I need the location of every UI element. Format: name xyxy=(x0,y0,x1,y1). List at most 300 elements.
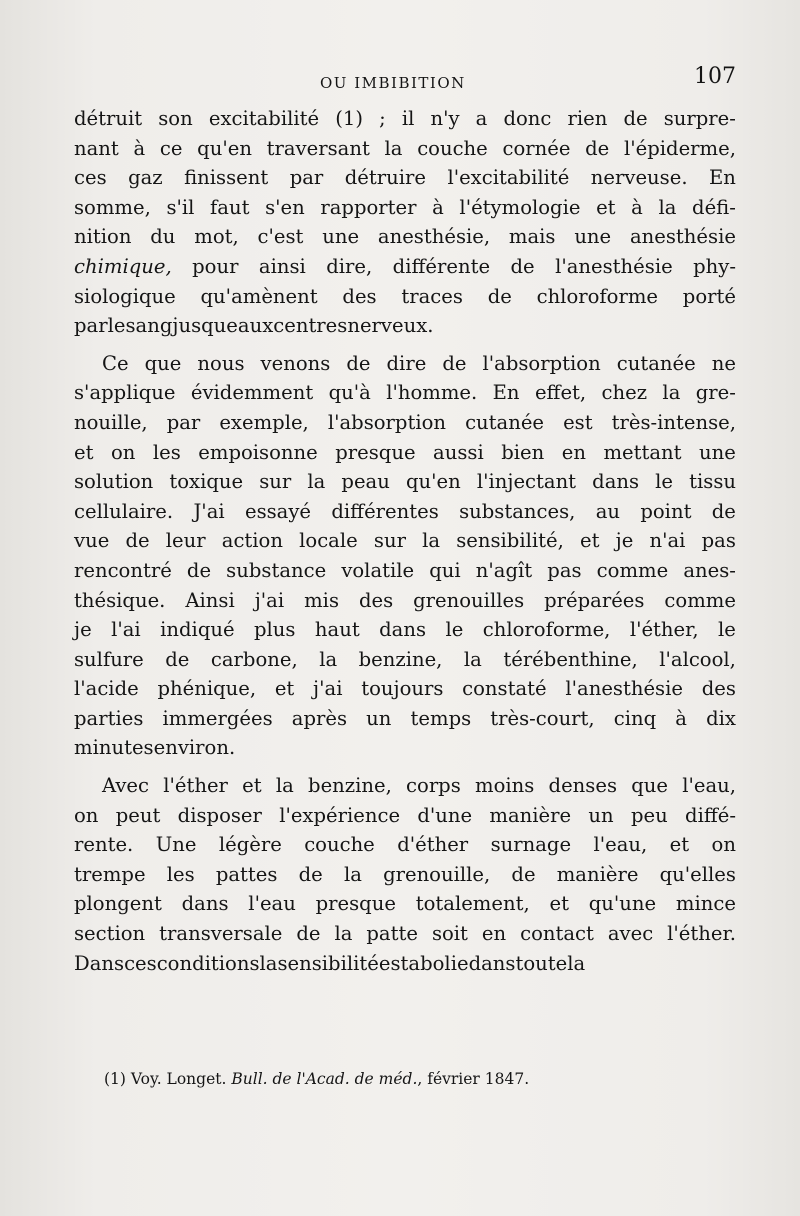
word: je xyxy=(615,529,634,553)
word: sur xyxy=(259,470,292,494)
word: ; xyxy=(379,107,386,130)
word: à xyxy=(631,195,643,219)
word: on xyxy=(74,803,99,827)
word: volatile xyxy=(341,558,415,582)
word: l'excitabilité xyxy=(447,166,570,190)
word: nerveuse. xyxy=(590,166,688,190)
word: très-intense, xyxy=(611,410,736,434)
word: de xyxy=(296,922,321,946)
word: qu'en xyxy=(197,136,252,160)
word: c'est xyxy=(257,225,304,249)
text-line xyxy=(74,615,736,645)
word: que xyxy=(144,351,182,375)
word: moins xyxy=(475,774,535,798)
word: de xyxy=(442,351,467,375)
word: sulfure xyxy=(74,647,144,671)
word: de xyxy=(186,558,212,582)
text-line xyxy=(74,497,736,527)
word: diffé- xyxy=(685,803,736,827)
word: couche xyxy=(304,833,375,857)
word: à xyxy=(675,706,687,730)
word: aux xyxy=(237,314,274,338)
word: peau xyxy=(341,470,390,494)
text-line xyxy=(74,949,736,979)
text-line xyxy=(74,733,736,763)
text-line xyxy=(74,586,736,616)
word: la xyxy=(567,951,586,975)
word: l'anesthésie xyxy=(565,677,683,701)
word: mis xyxy=(304,588,339,612)
word: l'éther xyxy=(163,774,228,798)
word: au xyxy=(595,499,621,523)
word: chez xyxy=(601,381,648,405)
word: chloroforme xyxy=(536,284,659,308)
word: chimique, xyxy=(74,254,172,278)
word: Avec xyxy=(102,774,149,798)
word: sensibilité xyxy=(277,951,379,975)
word: s'applique xyxy=(74,381,176,405)
text-line xyxy=(74,134,736,164)
word: dans xyxy=(379,618,427,642)
word: s'en xyxy=(265,195,305,219)
word: pour xyxy=(192,254,239,278)
word: la xyxy=(384,136,403,160)
word: de xyxy=(623,107,648,130)
word: action xyxy=(221,529,283,553)
word: comme xyxy=(664,588,736,612)
word: d'une xyxy=(417,803,473,827)
word: immergées xyxy=(162,706,273,730)
word: rapporter xyxy=(320,195,417,219)
word: de xyxy=(585,136,610,160)
word: gre- xyxy=(695,381,736,405)
word: manière xyxy=(556,862,639,886)
word: toute xyxy=(515,951,568,975)
word: mot, xyxy=(194,225,239,249)
word: n'y xyxy=(430,107,460,130)
word: comme xyxy=(596,558,669,582)
word: toxique xyxy=(169,470,244,494)
footnote-date: , février 1847. xyxy=(417,1070,530,1088)
word: dix xyxy=(706,706,736,730)
word: sur xyxy=(373,529,406,553)
word: benzine, xyxy=(358,647,443,671)
word: on xyxy=(711,833,736,857)
word: rente. xyxy=(74,833,134,857)
word: préparées xyxy=(544,588,645,612)
word: l'ai xyxy=(111,618,141,642)
word: abolie xyxy=(408,951,469,975)
word: et xyxy=(549,892,569,916)
word: qu'à xyxy=(328,381,371,405)
word: à xyxy=(432,195,444,219)
word: qui xyxy=(429,558,461,582)
word: phy- xyxy=(693,254,736,278)
word: légère xyxy=(218,833,282,857)
word: s'il xyxy=(166,195,195,219)
word: l'éther. xyxy=(667,922,736,946)
word: constaté xyxy=(462,677,547,701)
word: nition xyxy=(74,225,132,249)
word: peu xyxy=(630,803,668,827)
word: détruire xyxy=(344,166,426,190)
text-line xyxy=(74,674,736,704)
word: manière xyxy=(489,803,572,827)
word: disposer xyxy=(177,803,262,827)
word: gaz xyxy=(128,166,163,190)
word: soit xyxy=(431,922,468,946)
word: son xyxy=(158,107,193,130)
word: mince xyxy=(675,892,736,916)
word: Une xyxy=(155,833,197,857)
word: bien xyxy=(501,440,545,464)
paragraph-gap xyxy=(74,763,736,771)
text-line xyxy=(74,526,736,556)
word: anes- xyxy=(683,558,736,582)
word: section xyxy=(74,922,146,946)
footnote-author: Voy. Longet. xyxy=(130,1070,227,1088)
word: est xyxy=(378,951,409,975)
word: excitabilité xyxy=(208,107,320,130)
footnote xyxy=(104,1070,529,1088)
word: effet, xyxy=(534,381,587,405)
word: n'agît xyxy=(475,558,533,582)
text-line xyxy=(74,919,736,949)
word: presque xyxy=(315,892,396,916)
word: et xyxy=(580,529,600,553)
word: l'injectant xyxy=(476,470,577,494)
word: porté xyxy=(682,284,736,308)
word: nous xyxy=(197,351,245,375)
word: aussi xyxy=(433,440,484,464)
word: par xyxy=(289,166,324,190)
text-line xyxy=(74,193,736,223)
word: conditions xyxy=(156,951,260,975)
word: l'éther, xyxy=(629,618,699,642)
word: plongent xyxy=(74,892,162,916)
word: ne xyxy=(711,351,736,375)
word: l'eau xyxy=(248,892,296,916)
word: de xyxy=(125,529,150,553)
word: haut xyxy=(314,618,360,642)
word: cutanée xyxy=(465,410,545,434)
word: pattes xyxy=(215,862,278,886)
text-line xyxy=(74,282,736,312)
word: est xyxy=(563,410,593,434)
word: de xyxy=(165,647,190,671)
text-line xyxy=(74,889,736,919)
paragraph-gap xyxy=(74,341,736,349)
footnote-marker: (1) xyxy=(104,1070,126,1088)
word: l'épiderme, xyxy=(623,136,736,160)
word: la xyxy=(319,647,338,671)
word: finissent xyxy=(184,166,269,190)
word: à xyxy=(133,136,146,160)
word: rencontré xyxy=(74,558,172,582)
word: le xyxy=(107,314,126,338)
word: venons xyxy=(260,351,331,375)
paragraph xyxy=(74,349,736,763)
body-text xyxy=(74,104,736,978)
word: nouille, xyxy=(74,410,148,434)
word: parties xyxy=(74,706,144,730)
footnote-journal: Bull. de l'Acad. de méd. xyxy=(231,1070,418,1088)
word: la xyxy=(463,647,482,671)
text-line xyxy=(74,311,736,341)
word: vue xyxy=(74,529,110,553)
text-line xyxy=(74,771,736,801)
word: anesthésie, xyxy=(377,225,491,249)
word: différentes xyxy=(331,499,439,523)
text-line xyxy=(74,645,736,675)
word: j'ai xyxy=(313,677,343,701)
word: centres xyxy=(273,314,348,338)
word: l'homme. xyxy=(386,381,478,405)
word: la xyxy=(307,470,326,494)
word: jusque xyxy=(172,314,238,338)
text-line xyxy=(74,438,736,468)
word: pas xyxy=(701,529,736,553)
word: qu'en xyxy=(405,470,461,494)
text-line xyxy=(74,104,736,134)
word: J'ai xyxy=(193,499,225,523)
running-head: OU IMBIBITION xyxy=(320,74,466,92)
word: de xyxy=(487,284,512,308)
word: pas xyxy=(547,558,582,582)
word: une xyxy=(574,225,612,249)
word: le xyxy=(445,618,464,642)
word: par xyxy=(74,314,108,338)
word: il xyxy=(401,107,415,130)
text-line xyxy=(74,408,736,438)
word: plus xyxy=(254,618,296,642)
word: exemple, xyxy=(219,410,309,434)
word: empoisonne xyxy=(198,440,318,464)
word: j'ai xyxy=(254,588,285,612)
word: une xyxy=(699,440,736,464)
word: thésique. xyxy=(74,588,166,612)
word: couche xyxy=(417,136,488,160)
word: leur xyxy=(165,529,206,553)
word: phénique, xyxy=(157,677,257,701)
word: sensibilité, xyxy=(456,529,564,553)
word: surpre- xyxy=(663,107,736,130)
word: l'acide xyxy=(74,677,139,701)
word: trempe xyxy=(74,862,146,886)
word: locale xyxy=(299,529,358,553)
text-line xyxy=(74,378,736,408)
word: et xyxy=(669,833,690,857)
word: et xyxy=(74,440,94,464)
word: le xyxy=(655,470,674,494)
paragraph xyxy=(74,771,736,978)
word: la xyxy=(662,381,681,405)
word: rien xyxy=(567,107,608,130)
word: presque xyxy=(335,440,416,464)
word: nant xyxy=(74,136,119,160)
text-line xyxy=(74,801,736,831)
word: la xyxy=(422,529,441,553)
word: et xyxy=(242,774,262,798)
word: évidemment xyxy=(190,381,314,405)
text-line xyxy=(74,860,736,890)
word: grenouille, xyxy=(383,862,491,886)
word: la xyxy=(343,862,362,886)
word: et xyxy=(274,677,295,701)
paragraph xyxy=(74,104,736,341)
word: faut xyxy=(210,195,250,219)
text-line xyxy=(74,556,736,586)
word: dire, xyxy=(326,254,373,278)
word: cornée xyxy=(502,136,571,160)
word: un xyxy=(588,803,614,827)
word: En xyxy=(492,381,520,405)
word: et xyxy=(596,195,616,219)
word: que xyxy=(631,774,668,798)
word: des xyxy=(342,284,377,308)
word: minutes xyxy=(74,736,154,760)
page-header xyxy=(74,64,736,100)
word: en xyxy=(561,440,586,464)
word: l'étymologie xyxy=(459,195,581,219)
word: de xyxy=(346,351,371,375)
word: grenouilles xyxy=(413,588,525,612)
word: du xyxy=(150,225,176,249)
word: dire xyxy=(386,351,427,375)
word: Ce xyxy=(102,351,129,375)
word: substance xyxy=(226,558,327,582)
word: cinq xyxy=(613,706,657,730)
word: l'eau, xyxy=(682,774,736,798)
word: cellulaire. xyxy=(74,499,174,523)
text-line xyxy=(74,349,736,379)
word: cutanée xyxy=(616,351,696,375)
word: d'éther xyxy=(397,833,469,857)
word: substances, xyxy=(459,499,576,523)
word: donc xyxy=(503,107,552,130)
word: de xyxy=(298,862,323,886)
text-line xyxy=(74,222,736,252)
word: contact xyxy=(520,922,594,946)
word: mettant xyxy=(603,440,682,464)
word: ce xyxy=(159,136,183,160)
word: anesthésie xyxy=(629,225,736,249)
word: on xyxy=(110,440,136,464)
text-line xyxy=(74,704,736,734)
word: denses xyxy=(548,774,618,798)
word: sang xyxy=(125,314,173,338)
word: l'eau, xyxy=(593,833,648,857)
word: patte xyxy=(366,922,418,946)
word: a xyxy=(475,107,488,130)
word: qu'elles xyxy=(659,862,736,886)
word: traversant xyxy=(266,136,370,160)
word: essayé xyxy=(244,499,312,523)
word: qu'une xyxy=(588,892,657,916)
word: très-court, xyxy=(490,706,595,730)
word: la xyxy=(658,195,677,219)
word: une xyxy=(322,225,360,249)
text-line xyxy=(74,467,736,497)
word: n'ai xyxy=(649,529,686,553)
word: des xyxy=(358,588,394,612)
word: temps xyxy=(410,706,472,730)
word: environ. xyxy=(153,736,236,760)
word: Dans xyxy=(74,951,125,975)
word: dans xyxy=(468,951,516,975)
word: térébenthine, xyxy=(503,647,638,671)
word: nerveux. xyxy=(347,314,434,338)
word: chloroforme, xyxy=(482,618,611,642)
word: avec xyxy=(607,922,654,946)
word: toujours xyxy=(361,677,444,701)
word: différente xyxy=(392,254,491,278)
word: solution xyxy=(74,470,154,494)
word: En xyxy=(709,166,736,190)
word: la xyxy=(334,922,353,946)
word: les xyxy=(152,440,181,464)
word: par xyxy=(166,410,201,434)
word: tissu xyxy=(689,470,736,494)
word: je xyxy=(74,618,92,642)
word: ainsi xyxy=(258,254,306,278)
word: (1) xyxy=(335,107,363,130)
word: après xyxy=(291,706,348,730)
word: l'absorption xyxy=(482,351,601,375)
word: défi- xyxy=(692,195,736,219)
word: de xyxy=(511,862,536,886)
word: de xyxy=(711,499,736,523)
word: des xyxy=(701,677,736,701)
word: de xyxy=(510,254,535,278)
word: point xyxy=(640,499,692,523)
word: traces xyxy=(401,284,463,308)
word: dans xyxy=(592,470,640,494)
page-number: 107 xyxy=(694,64,736,89)
word: les xyxy=(166,862,195,886)
word: détruit xyxy=(74,107,143,130)
word: transversale xyxy=(159,922,283,946)
word: ces xyxy=(74,166,107,190)
word: peut xyxy=(115,803,161,827)
word: un xyxy=(366,706,392,730)
word: mais xyxy=(508,225,556,249)
word: l'expérience xyxy=(279,803,401,827)
word: le xyxy=(718,618,736,642)
text-line xyxy=(74,252,736,282)
word: l'anesthésie xyxy=(555,254,673,278)
word: dans xyxy=(181,892,229,916)
word: l'alcool, xyxy=(659,647,736,671)
word: totalement, xyxy=(415,892,530,916)
word: ces xyxy=(124,951,157,975)
word: en xyxy=(481,922,507,946)
word: corps xyxy=(406,774,461,798)
word: qu'amènent xyxy=(200,284,318,308)
text-line xyxy=(74,163,736,193)
word: siologique xyxy=(74,284,176,308)
word: Ainsi xyxy=(185,588,235,612)
word: carbone, xyxy=(210,647,298,671)
word: surnage xyxy=(490,833,572,857)
text-line xyxy=(74,830,736,860)
word: benzine, xyxy=(308,774,392,798)
word: la xyxy=(275,774,294,798)
word: somme, xyxy=(74,195,151,219)
word: l'absorption xyxy=(327,410,447,434)
word: la xyxy=(259,951,278,975)
word: indiqué xyxy=(160,618,235,642)
